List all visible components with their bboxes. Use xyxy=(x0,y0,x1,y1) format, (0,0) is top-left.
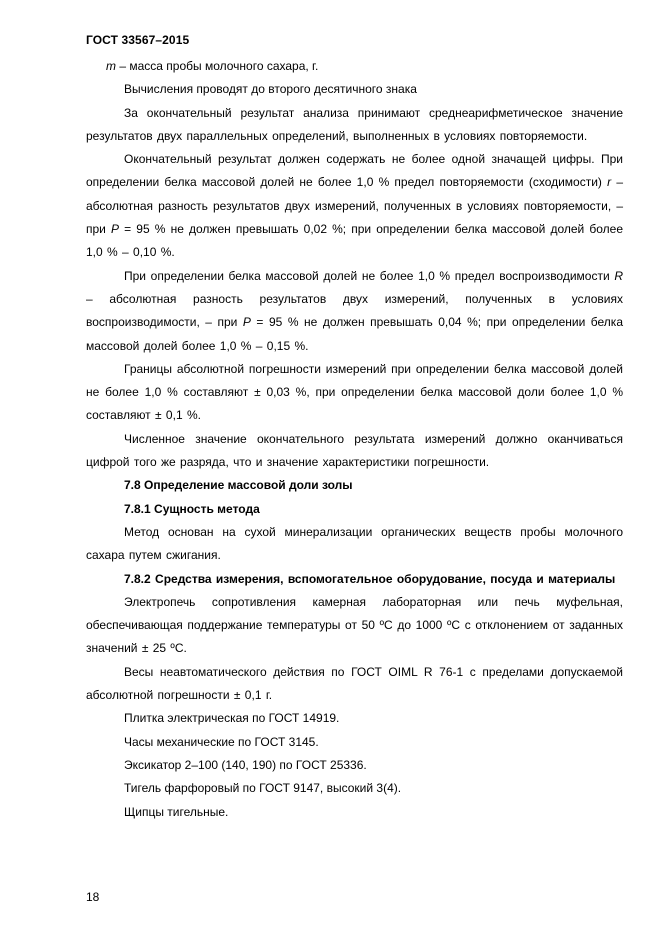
variable-m-description: – масса пробы молочного сахара, г. xyxy=(116,59,319,73)
reproducibility-text-1: При определении белка массовой долей не более 1,0 % предел воспроизводимости xyxy=(124,268,615,283)
variable-r: r xyxy=(607,175,612,190)
paragraph-numeric-value: Численное значение окончательного результата измерений должно оканчиваться цифрой того же разряда, что и значение характеристики погрешности. xyxy=(86,431,623,470)
paragraph-scales: Весы неавтоматического действия по ГОСТ OIML R 76-1 с пределами допускаемой абсолютной погрешности ± 0,1 г. xyxy=(86,664,623,703)
document-body xyxy=(86,55,623,824)
paragraph-muffle-furnace: Электропечь сопротивления камерная лабораторная или печь муфельная, обеспечивающая поддержание температуры от 50 ºС до 1000 ºС с отклонением от заданных значений ± 25 ºС. xyxy=(86,594,623,656)
paragraph-method-essence: Метод основан на сухой минерализации органических веществ пробы молочного сахара путем сжигания. xyxy=(86,524,623,563)
variable-p: P xyxy=(111,222,120,237)
equipment-item-desiccator: Эксикатор 2–100 (140, 190) по ГОСТ 25336. xyxy=(124,757,367,772)
paragraph-reproducibility-limit xyxy=(86,265,623,358)
paragraph-final-result-average: За окончательный результат анализа принимают среднеарифметическое значение результатов двух параллельных определений, выполненных в условиях повторяемости. xyxy=(86,105,623,143)
variable-definition-m xyxy=(86,55,623,78)
equipment-item-crucible: Тигель фарфоровый по ГОСТ 9147, высокий 3(4). xyxy=(124,781,402,796)
variable-p: P xyxy=(242,315,251,330)
significant-digits-text-1: Окончательный результат должен содержать не более одной значащей цифры. При определении белка массовой долей не более 1,0 % предел повторяемости (сходимости) xyxy=(86,152,623,190)
reproducibility-text-2: – абсолютная разность результатов двух измерений, полученных в условиях воспроизводимости, – при xyxy=(86,291,623,330)
significant-digits-text-2: – абсолютная разность результатов двух измерений, полученных в условиях повторяемости, – при xyxy=(86,175,623,237)
paragraph-significant-digits xyxy=(86,148,623,264)
section-heading-7-8: 7.8 Определение массовой доли золы xyxy=(124,478,353,493)
section-heading-7-8-1: 7.8.1 Сущность метода xyxy=(124,501,260,516)
variable-r-capital: R xyxy=(614,268,623,283)
equipment-item-clock: Часы механические по ГОСТ 3145. xyxy=(124,734,319,749)
document-header: ГОСТ 33567–2015 xyxy=(86,33,190,47)
equipment-item-tongs: Щипцы тигельные. xyxy=(124,804,229,819)
page-number: 18 xyxy=(86,890,100,904)
paragraph-calculation-precision: Вычисления проводят до второго десятичного знака xyxy=(124,82,417,97)
section-heading-7-8-2: 7.8.2 Средства измерения, вспомогательное оборудование, посуда и материалы xyxy=(124,571,616,586)
equipment-item-hotplate: Плитка электрическая по ГОСТ 14919. xyxy=(124,711,340,726)
paragraph-error-bounds: Границы абсолютной погрешности измерений при определении белка массовой долей не более 1,0 % составляют ± 0,03 %, при определении белка массовой доли более 1,0 % составляют ± 0,1 %. xyxy=(86,361,623,423)
reproducibility-text-3: = 95 % не должен превышать 0,04 %; при определении белка массовой долей более 1,0 % – 0,15 %. xyxy=(86,315,623,353)
significant-digits-text-3: = 95 % не должен превышать 0,02 %; при определении белка массовой долей более 1,0 % – 0,10 %. xyxy=(86,222,624,260)
variable-m: m xyxy=(106,59,116,73)
